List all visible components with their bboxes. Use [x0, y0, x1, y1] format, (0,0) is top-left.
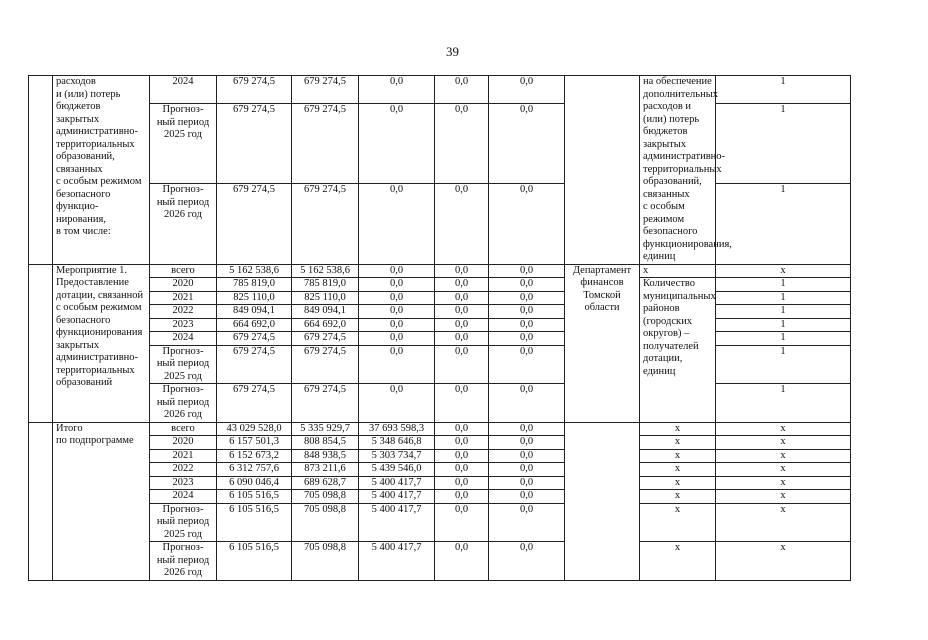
amount-federal-cell: 5 400 417,7 — [359, 476, 435, 490]
amount-other-cell: 0,0 — [489, 291, 565, 305]
activity-name-cell — [53, 76, 150, 265]
table-row — [29, 318, 928, 332]
amount-region-cell: 825 110,0 — [292, 291, 359, 305]
activity-name-cell — [53, 422, 150, 580]
activity-name-cell-line: и (или) потерь — [56, 88, 121, 100]
indicator-value-cell: x — [716, 463, 851, 477]
amount-total-cell: 679 274,5 — [217, 345, 292, 384]
amount-total-cell: 6 105 516,5 — [217, 490, 292, 504]
executor-cell-line: области — [584, 302, 620, 313]
period-cell-line: Прогноз- — [162, 503, 204, 515]
executor-cell-line: Департамент — [572, 264, 632, 276]
table-row — [29, 384, 928, 423]
amount-local-cell: 0,0 — [435, 318, 489, 332]
amount-region-cell: 873 211,6 — [292, 463, 359, 477]
amount-federal-cell: 0,0 — [359, 104, 435, 184]
indicator-cell-line: получателей дотации, — [643, 340, 699, 364]
period-cell — [150, 436, 217, 450]
activity-name-cell-line: административно- — [56, 126, 139, 137]
amount-federal-cell: 37 693 598,3 — [359, 422, 435, 436]
amount-other-cell: 0,0 — [489, 278, 565, 292]
amount-total-cell: 6 090 046,4 — [217, 476, 292, 490]
amount-other-cell: 0,0 — [489, 542, 565, 581]
period-cell-line: 2022 — [172, 463, 194, 474]
table-row — [29, 542, 928, 581]
period-cell — [150, 503, 217, 542]
indicator-value-cell: x — [716, 449, 851, 463]
indicator-value-cell: x — [716, 476, 851, 490]
activity-name-cell-line: закрытых — [56, 113, 100, 125]
amount-local-cell: 0,0 — [435, 503, 489, 542]
table-row — [29, 76, 928, 104]
amount-total-cell: 664 692,0 — [217, 318, 292, 332]
amount-region-cell: 679 274,5 — [292, 384, 359, 423]
table-row — [29, 476, 928, 490]
indicator-cell: x — [640, 463, 716, 477]
indicator-value-cell: 1 — [716, 291, 851, 305]
amount-local-cell: 0,0 — [435, 490, 489, 504]
period-cell-line: ный период — [156, 554, 210, 566]
activity-name-cell-line: образований — [56, 377, 113, 388]
indicator-value-cell: 1 — [716, 76, 851, 104]
period-cell — [150, 76, 217, 104]
period-cell — [150, 264, 217, 278]
period-cell — [150, 318, 217, 332]
row-number-cell — [29, 76, 53, 265]
period-cell-line: ный период — [156, 516, 210, 527]
amount-total-cell: 43 029 528,0 — [217, 422, 292, 436]
indicator-value-cell: 1 — [716, 184, 851, 264]
indicator-cell: x — [640, 436, 716, 450]
activity-name-cell-line: по подпрограмме — [56, 435, 134, 446]
amount-federal-cell: 0,0 — [359, 184, 435, 264]
period-cell-line: ный период — [156, 358, 210, 369]
amount-region-cell: 689 628,7 — [292, 476, 359, 490]
indicator-cell: x — [640, 476, 716, 490]
period-cell — [150, 184, 217, 264]
table-row — [29, 291, 928, 305]
period-cell-line: Прогноз- — [162, 104, 204, 116]
executor-cell — [565, 76, 640, 265]
amount-other-cell: 0,0 — [489, 476, 565, 490]
table-row — [29, 104, 928, 184]
indicator-value-cell: x — [716, 422, 851, 436]
amount-other-cell: 0,0 — [489, 305, 565, 319]
indicator-value-cell: 1 — [716, 305, 851, 319]
period-cell — [150, 278, 217, 292]
amount-local-cell: 0,0 — [435, 422, 489, 436]
indicator-value-cell: x — [716, 542, 851, 581]
amount-region-cell: 705 098,8 — [292, 542, 359, 581]
indicator-cell-line: единиц — [643, 251, 676, 262]
indicator-value-cell: x — [716, 436, 851, 450]
amount-federal-cell: 5 439 546,0 — [359, 463, 435, 477]
period-cell — [150, 305, 217, 319]
activity-name-cell-line: образований, — [56, 151, 115, 162]
indicator-cell — [640, 278, 716, 423]
indicator-cell-line: территориальных — [643, 163, 722, 175]
activity-name-cell-line: связанных — [56, 163, 103, 175]
period-cell-line: всего — [171, 264, 195, 276]
indicator-cell-line: административно- — [643, 151, 726, 162]
amount-other-cell: 0,0 — [489, 76, 565, 104]
amount-total-cell: 6 105 516,5 — [217, 542, 292, 581]
amount-federal-cell: 0,0 — [359, 291, 435, 305]
amount-region-cell: 849 094,1 — [292, 305, 359, 319]
period-cell-line: 2020 — [172, 278, 194, 289]
amount-local-cell: 0,0 — [435, 463, 489, 477]
period-cell-line: ный период — [156, 116, 210, 128]
table-row — [29, 305, 928, 319]
amount-federal-cell: 0,0 — [359, 318, 435, 332]
period-cell-line: Прогноз- — [162, 542, 204, 553]
table-row — [29, 184, 928, 264]
activity-name-cell-line: с особым режимом — [56, 176, 142, 187]
amount-other-cell: 0,0 — [489, 184, 565, 264]
amount-other-cell: 0,0 — [489, 104, 565, 184]
period-cell-line: Прогноз- — [162, 345, 204, 357]
period-cell — [150, 291, 217, 305]
amount-other-cell: 0,0 — [489, 264, 565, 278]
activity-name-cell-line: дотации, связанной — [56, 289, 144, 301]
period-cell — [150, 345, 217, 384]
amount-local-cell: 0,0 — [435, 345, 489, 384]
amount-other-cell: 0,0 — [489, 332, 565, 346]
period-cell-line: 2023 — [172, 476, 194, 488]
period-cell — [150, 476, 217, 490]
period-cell-line: 2022 — [172, 305, 194, 316]
amount-other-cell: 0,0 — [489, 422, 565, 436]
table-row — [29, 422, 928, 436]
period-cell — [150, 332, 217, 346]
amount-total-cell: 679 274,5 — [217, 384, 292, 423]
activity-name-cell-line: расходов — [56, 76, 96, 87]
activity-name-cell-line: территориальных — [56, 138, 135, 150]
amount-local-cell: 0,0 — [435, 332, 489, 346]
amount-region-cell: 679 274,5 — [292, 332, 359, 346]
indicator-value-cell: 1 — [716, 332, 851, 346]
amount-federal-cell: 0,0 — [359, 264, 435, 278]
amount-total-cell: 825 110,0 — [217, 291, 292, 305]
activity-name-cell-line: функцио- — [56, 201, 99, 212]
row-number-cell — [29, 264, 53, 422]
indicator-value-cell: x — [716, 264, 851, 278]
indicator-value-cell: 1 — [716, 345, 851, 384]
row-number-cell — [29, 422, 53, 580]
indicator-cell-line: на обеспечение — [643, 76, 712, 87]
amount-other-cell: 0,0 — [489, 318, 565, 332]
amount-local-cell: 0,0 — [435, 184, 489, 264]
period-cell — [150, 422, 217, 436]
indicator-cell-line: функционирования, — [643, 238, 732, 250]
activity-name-cell-line: нирования, — [56, 213, 106, 225]
amount-local-cell: 0,0 — [435, 278, 489, 292]
activity-name-cell-line: Предоставление — [56, 277, 129, 288]
period-cell — [150, 449, 217, 463]
indicator-cell — [640, 76, 732, 265]
period-cell-line: ный период — [156, 196, 210, 208]
amount-region-cell: 664 692,0 — [292, 318, 359, 332]
amount-federal-cell: 5 400 417,7 — [359, 490, 435, 504]
activity-name-cell-line: закрытых — [56, 339, 100, 351]
table-row — [29, 436, 928, 450]
indicator-cell-line: муниципальных районов — [643, 290, 716, 314]
executor-cell-line: Томской — [583, 289, 621, 301]
amount-region-cell: 705 098,8 — [292, 490, 359, 504]
amount-region-cell: 679 274,5 — [292, 345, 359, 384]
amount-local-cell: 0,0 — [435, 542, 489, 581]
executor-cell-line: финансов — [580, 277, 624, 288]
period-cell-line: 2021 — [172, 291, 194, 303]
amount-other-cell: 0,0 — [489, 490, 565, 504]
period-cell — [150, 490, 217, 504]
amount-region-cell: 5 162 538,6 — [292, 264, 359, 278]
activity-name-cell-line: административно- — [56, 352, 139, 363]
amount-region-cell: 679 274,5 — [292, 76, 359, 104]
executor-cell — [565, 264, 640, 422]
amount-total-cell: 6 152 673,2 — [217, 449, 292, 463]
period-cell-line: 2026 год — [164, 209, 202, 221]
amount-local-cell: 0,0 — [435, 476, 489, 490]
amount-total-cell: 679 274,5 — [217, 332, 292, 346]
period-cell-line: 2024 — [172, 332, 194, 343]
indicator-cell-line: единиц — [643, 365, 676, 377]
amount-total-cell: 849 094,1 — [217, 305, 292, 319]
table-row — [29, 449, 928, 463]
period-cell-line: 2025 год — [164, 370, 202, 382]
page-number: 39 — [446, 44, 459, 59]
amount-federal-cell: 0,0 — [359, 278, 435, 292]
indicator-cell: x — [640, 264, 716, 278]
amount-local-cell: 0,0 — [435, 291, 489, 305]
amount-federal-cell: 5 400 417,7 — [359, 542, 435, 581]
amount-federal-cell: 0,0 — [359, 76, 435, 104]
indicator-value-cell: 1 — [716, 384, 851, 423]
amount-region-cell: 848 938,5 — [292, 449, 359, 463]
amount-total-cell: 6 312 757,6 — [217, 463, 292, 477]
amount-total-cell: 6 157 501,3 — [217, 436, 292, 450]
table-row — [29, 463, 928, 477]
amount-local-cell: 0,0 — [435, 264, 489, 278]
amount-region-cell: 679 274,5 — [292, 184, 359, 264]
activity-name-cell-line: Итого — [56, 422, 83, 434]
indicator-value-cell: x — [716, 503, 851, 542]
indicator-cell-line: с особым режимом — [643, 201, 685, 225]
period-cell-line: 2020 — [172, 436, 194, 447]
indicator-cell-line: дополнительных — [643, 88, 719, 100]
amount-federal-cell: 0,0 — [359, 345, 435, 384]
indicator-cell: x — [640, 542, 716, 581]
amount-federal-cell: 0,0 — [359, 332, 435, 346]
activity-name-cell-line: безопасного — [56, 314, 111, 326]
indicator-cell: x — [640, 422, 716, 436]
period-cell-line: 2024 — [172, 490, 194, 501]
indicator-cell-line: бюджетов закрытых — [643, 126, 688, 150]
indicator-cell: x — [640, 449, 716, 463]
table-row — [29, 278, 928, 292]
table-row — [29, 503, 928, 542]
period-cell-line: 2025 год — [164, 528, 202, 540]
table-row — [29, 264, 928, 278]
amount-region-cell: 705 098,8 — [292, 503, 359, 542]
budget-table — [28, 75, 928, 581]
activity-name-cell-line: территориальных — [56, 364, 135, 376]
activity-name-cell-line: бюджетов — [56, 101, 101, 112]
amount-federal-cell: 5 400 417,7 — [359, 503, 435, 542]
period-cell — [150, 542, 217, 581]
period-cell-line: ный период — [156, 396, 210, 408]
period-cell-line: Прогноз- — [162, 384, 204, 395]
indicator-cell: x — [640, 490, 716, 504]
period-cell-line: 2026 год — [164, 409, 202, 420]
amount-federal-cell: 0,0 — [359, 384, 435, 423]
executor-cell — [565, 422, 640, 580]
period-cell — [150, 384, 217, 423]
amount-local-cell: 0,0 — [435, 384, 489, 423]
indicator-cell-line: образований, связанных — [643, 176, 702, 200]
amount-total-cell: 5 162 538,6 — [217, 264, 292, 278]
period-cell — [150, 463, 217, 477]
amount-region-cell: 5 335 929,7 — [292, 422, 359, 436]
period-cell — [150, 104, 217, 184]
indicator-cell-line: Количество — [643, 278, 696, 289]
activity-name-cell-line: с особым режимом — [56, 302, 142, 313]
indicator-cell-line: безопасного — [643, 226, 698, 237]
period-cell-line: 2021 — [172, 449, 194, 461]
indicator-value-cell: x — [716, 490, 851, 504]
activity-name-cell — [53, 264, 150, 422]
amount-federal-cell: 5 348 646,8 — [359, 436, 435, 450]
amount-total-cell: 785 819,0 — [217, 278, 292, 292]
indicator-cell-line: расходов и (или) потерь — [643, 101, 700, 125]
period-cell-line: 2025 год — [164, 129, 202, 141]
amount-other-cell: 0,0 — [489, 463, 565, 477]
amount-region-cell: 679 274,5 — [292, 104, 359, 184]
amount-local-cell: 0,0 — [435, 76, 489, 104]
amount-region-cell: 785 819,0 — [292, 278, 359, 292]
period-cell-line: всего — [171, 422, 195, 434]
table-row — [29, 332, 928, 346]
activity-name-cell-line: функционирования — [56, 327, 143, 338]
indicator-value-cell: 1 — [716, 278, 851, 292]
period-cell-line: 2023 — [172, 318, 194, 330]
amount-total-cell: 679 274,5 — [217, 104, 292, 184]
activity-name-cell-line: в том числе: — [56, 226, 111, 237]
amount-federal-cell: 0,0 — [359, 305, 435, 319]
indicator-cell-line: (городских округов) – — [643, 315, 692, 339]
amount-local-cell: 0,0 — [435, 436, 489, 450]
table-row — [29, 345, 928, 384]
amount-other-cell: 0,0 — [489, 384, 565, 423]
indicator-value-cell: 1 — [716, 104, 851, 184]
activity-name-cell-line: Мероприятие 1. — [56, 264, 128, 276]
table-row — [29, 490, 928, 504]
amount-total-cell: 6 105 516,5 — [217, 503, 292, 542]
amount-local-cell: 0,0 — [435, 305, 489, 319]
amount-local-cell: 0,0 — [435, 449, 489, 463]
period-cell-line: Прогноз- — [162, 184, 204, 196]
amount-region-cell: 808 854,5 — [292, 436, 359, 450]
period-cell-line: 2026 год — [164, 567, 202, 578]
amount-other-cell: 0,0 — [489, 345, 565, 384]
amount-other-cell: 0,0 — [489, 449, 565, 463]
amount-other-cell: 0,0 — [489, 503, 565, 542]
amount-federal-cell: 5 303 734,7 — [359, 449, 435, 463]
indicator-cell: x — [640, 503, 716, 542]
amount-total-cell: 679 274,5 — [217, 184, 292, 264]
period-cell-line: 2024 — [172, 76, 194, 87]
activity-name-cell-line: безопасного — [56, 188, 111, 200]
amount-total-cell: 679 274,5 — [217, 76, 292, 104]
amount-other-cell: 0,0 — [489, 436, 565, 450]
amount-local-cell: 0,0 — [435, 104, 489, 184]
indicator-value-cell: 1 — [716, 318, 851, 332]
